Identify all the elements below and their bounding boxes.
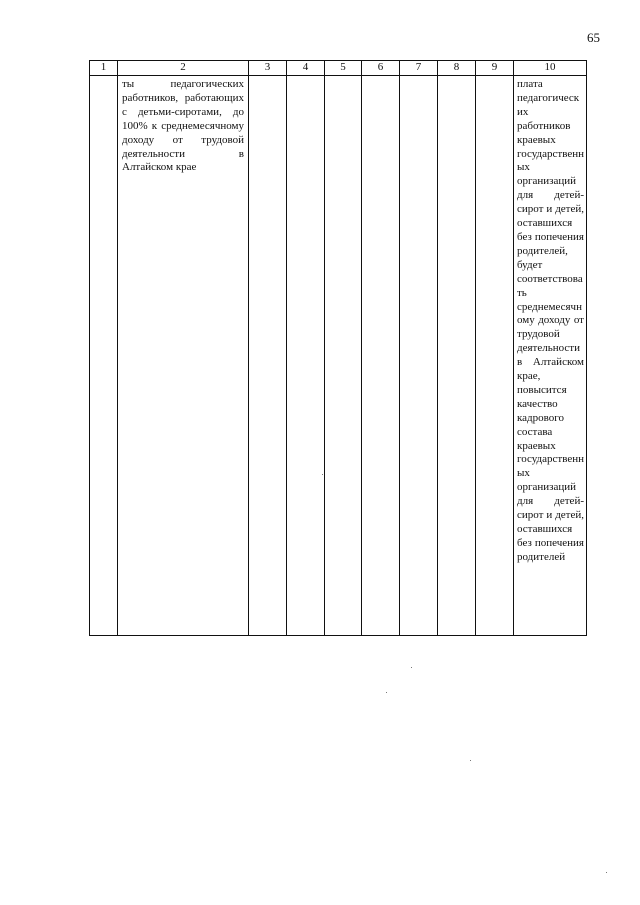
page-number: 65 [587,30,600,45]
scan-speck [322,474,323,475]
cell-col-3 [249,76,287,636]
header-col-2: 2 [118,61,249,76]
header-row [90,61,587,76]
header-col-7: 7 [400,61,438,76]
header-col-8: 8 [438,61,476,76]
header-col-4: 4 [287,61,325,76]
scan-speck [411,667,412,668]
cell-col-4 [287,76,325,636]
scan-speck [606,872,607,873]
table-header [90,61,587,76]
cell-col-10-text: плата педагогических работников краевых государственных организаций для детей-сирот и детей, оставшихся без попечения родителей, будет соответствовать среднемесячному доходу от трудовой деятельности в Алтайском крае, повысится качество кадрового состава краевых государственных организаций для детей-сирот и детей, оставшихся без попечения родителей [517,78,585,563]
header-col-5: 5 [325,61,362,76]
scan-speck [470,760,471,761]
cell-col-7 [400,76,438,636]
cell-col-1 [90,76,118,636]
header-col-9: 9 [476,61,514,76]
data-table [89,60,587,636]
header-col-6: 6 [362,61,400,76]
cell-col-10 [514,76,587,636]
header-col-3: 3 [249,61,287,76]
cell-col-5 [325,76,362,636]
cell-col-2 [118,76,249,636]
header-col-10: 10 [514,61,587,76]
cell-col-9 [476,76,514,636]
cell-col-8 [438,76,476,636]
scan-speck [386,692,387,693]
cell-col-6 [362,76,400,636]
header-col-1: 1 [90,61,118,76]
table-row [90,76,587,636]
cell-col-2-text: ты педагогических работников, работающих с детьми-сиротами, до 100% к среднемесячному доходу от трудовой деятельности в Алтайском крае [122,78,244,174]
